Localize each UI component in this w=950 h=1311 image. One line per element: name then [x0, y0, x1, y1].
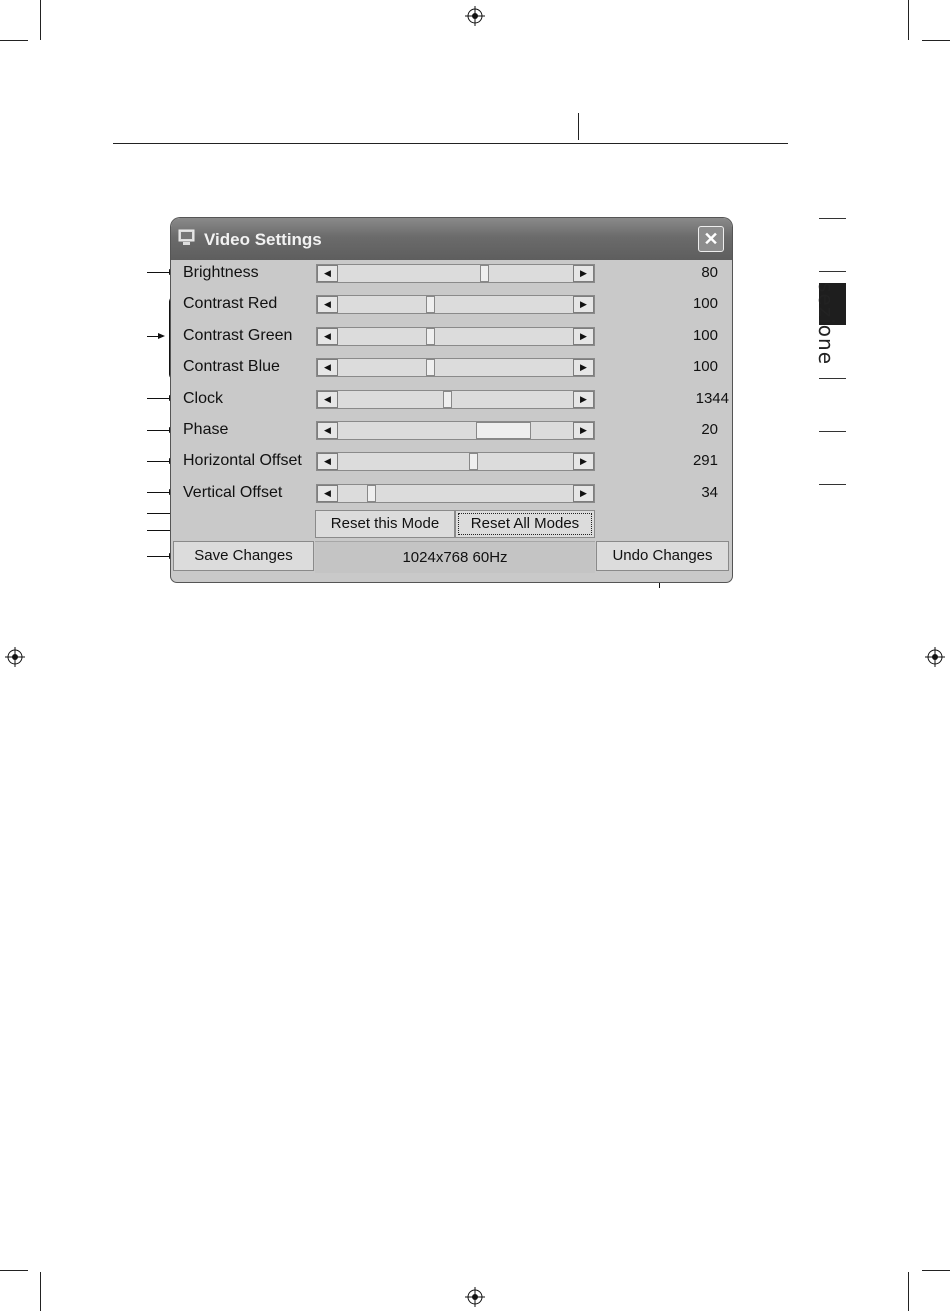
- setting-row: [171, 477, 732, 508]
- scroll-right-icon[interactable]: ▶: [573, 485, 594, 502]
- callout-arrow: [147, 492, 174, 493]
- setting-value: 1344: [695, 389, 729, 407]
- setting-value: 80: [701, 264, 718, 281]
- window-title: Video Settings: [204, 230, 322, 249]
- side-divider: [819, 431, 846, 432]
- setting-row: [171, 414, 732, 445]
- callout-arrow: [147, 430, 174, 431]
- setting-value: 100: [692, 326, 718, 344]
- scroll-right-icon[interactable]: ▶: [573, 359, 594, 376]
- setting-slider[interactable]: [316, 327, 595, 346]
- callout-arrow: [147, 461, 174, 462]
- callout-arrow: [147, 272, 174, 273]
- setting-label: Phase: [183, 421, 229, 438]
- registration-mark-icon: [5, 647, 25, 667]
- setting-slider[interactable]: [316, 358, 595, 377]
- setting-row: [171, 445, 732, 476]
- scroll-right-icon[interactable]: ▶: [573, 453, 594, 470]
- setting-value: 34: [701, 483, 718, 501]
- setting-row: [171, 257, 732, 288]
- monitor-settings-icon: [177, 228, 196, 247]
- registration-mark-icon: [465, 1287, 485, 1307]
- setting-label: Vertical Offset: [183, 483, 283, 501]
- scroll-right-icon[interactable]: ▶: [573, 265, 594, 282]
- crop-mark: [40, 1272, 41, 1311]
- slider-thumb[interactable]: [426, 359, 435, 376]
- scroll-left-icon[interactable]: ◀: [317, 391, 338, 408]
- video-settings-window: [171, 218, 732, 582]
- setting-slider[interactable]: [316, 452, 595, 471]
- setting-value: 100: [692, 358, 718, 376]
- save-changes-button[interactable]: Save Changes: [173, 541, 314, 571]
- scroll-right-icon[interactable]: ▶: [573, 422, 594, 439]
- registration-mark-icon: [465, 6, 485, 26]
- slider-thumb[interactable]: [426, 296, 435, 313]
- crop-mark: [908, 1272, 909, 1311]
- undo-changes-button[interactable]: Undo Changes: [596, 541, 729, 571]
- slider-thumb[interactable]: [426, 328, 435, 345]
- scroll-left-icon[interactable]: ◀: [317, 328, 338, 345]
- slider-thumb[interactable]: [469, 453, 478, 470]
- scroll-left-icon[interactable]: ◀: [317, 359, 338, 376]
- setting-row: [171, 320, 732, 351]
- side-divider: [819, 218, 846, 219]
- slider-thumb[interactable]: [443, 391, 452, 408]
- setting-value: 291: [692, 452, 718, 470]
- setting-row: [171, 351, 732, 382]
- crop-mark: [40, 0, 41, 40]
- callout-arrow: [147, 556, 174, 557]
- callout-arrow: [147, 398, 174, 399]
- setting-row: [171, 383, 732, 414]
- header-rule: [113, 143, 788, 144]
- scroll-right-icon[interactable]: ▶: [573, 296, 594, 313]
- setting-slider[interactable]: [316, 390, 595, 409]
- section-label: sezione: [814, 282, 838, 365]
- setting-label: Contrast Green: [183, 326, 293, 344]
- scroll-left-icon[interactable]: ◀: [317, 422, 338, 439]
- crop-mark: [0, 40, 28, 41]
- setting-row: [171, 288, 732, 319]
- setting-value: 20: [701, 421, 718, 438]
- setting-value: 100: [692, 295, 718, 313]
- side-divider: [819, 484, 846, 485]
- slider-thumb[interactable]: [480, 265, 489, 282]
- setting-slider[interactable]: [316, 295, 595, 314]
- crop-mark: [908, 0, 909, 40]
- scroll-left-icon[interactable]: ◀: [317, 485, 338, 502]
- setting-label: Clock: [183, 389, 224, 407]
- setting-label: Contrast Red: [183, 295, 278, 313]
- scroll-right-icon[interactable]: ▶: [573, 328, 594, 345]
- setting-label: Brightness: [183, 264, 259, 281]
- setting-slider[interactable]: [316, 421, 595, 440]
- setting-slider[interactable]: [316, 264, 595, 283]
- crop-mark: [0, 1270, 28, 1271]
- side-divider: [819, 271, 846, 272]
- registration-mark-icon: [925, 647, 945, 667]
- header-divider: [578, 113, 579, 140]
- title-bar[interactable]: [171, 218, 732, 260]
- side-divider: [819, 378, 846, 379]
- reset-all-modes-button[interactable]: Reset All Modes: [455, 510, 595, 538]
- display-mode-status: 1024x768 60Hz: [315, 541, 595, 573]
- setting-slider[interactable]: [316, 484, 595, 503]
- setting-label: Contrast Blue: [183, 358, 280, 376]
- crop-mark: [922, 1270, 950, 1271]
- crop-mark: [922, 40, 950, 41]
- scroll-left-icon[interactable]: ◀: [317, 296, 338, 313]
- slider-thumb[interactable]: [476, 422, 531, 439]
- scroll-right-icon[interactable]: ▶: [573, 391, 594, 408]
- close-button[interactable]: ✕: [698, 226, 724, 252]
- scroll-left-icon[interactable]: ◀: [317, 453, 338, 470]
- reset-this-mode-button[interactable]: Reset this Mode: [315, 510, 455, 538]
- callout-arrow: [147, 336, 163, 337]
- scroll-left-icon[interactable]: ◀: [317, 265, 338, 282]
- slider-thumb[interactable]: [367, 485, 376, 502]
- setting-label: Horizontal Offset: [183, 452, 302, 470]
